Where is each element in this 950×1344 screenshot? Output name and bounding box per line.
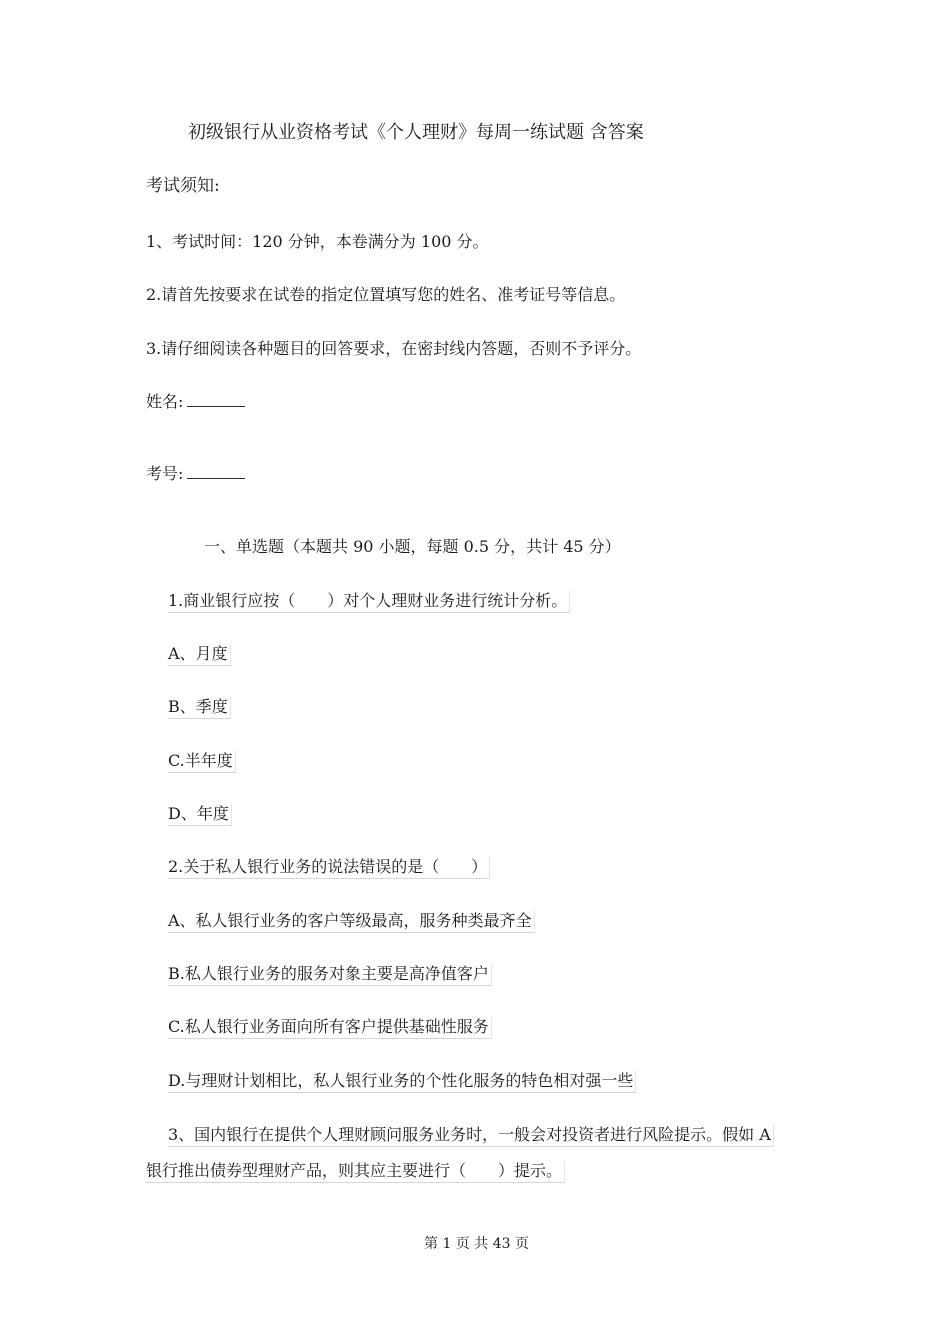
notice-item-answer-rules: 3.请仔细阅读各种题目的回答要求，在密封线内答题，否则不予评分。 bbox=[146, 339, 642, 358]
question-1-option-b[interactable]: B、季度 bbox=[168, 697, 231, 719]
page-footer: 第 1 页 共 43 页 bbox=[424, 1236, 529, 1252]
question-1-option-a[interactable]: A、月度 bbox=[168, 644, 231, 666]
notice-heading: 考试须知: bbox=[146, 176, 220, 196]
name-label: 姓名: bbox=[146, 392, 184, 411]
question-2-option-b[interactable]: B.私人银行业务的服务对象主要是高净值客户 bbox=[168, 964, 492, 986]
section-heading: 一、单选题（本题共 90 小题，每题 0.5 分，共计 45 分） bbox=[204, 537, 621, 556]
question-3-stem-line-1: 3、国内银行在提供个人理财顾问服务业务时，一般会对投资者进行风险提示。假如 A bbox=[168, 1125, 774, 1147]
exam-number-blank[interactable] bbox=[187, 464, 245, 479]
notice-item-fill-info: 2.请首先按要求在试卷的指定位置填写您的姓名、准考证号等信息。 bbox=[146, 285, 626, 304]
question-2-stem: 2.关于私人银行业务的说法错误的是（ ） bbox=[168, 857, 490, 879]
question-1-option-c[interactable]: C.半年度 bbox=[168, 751, 236, 773]
exam-number-field bbox=[146, 464, 245, 484]
exam-number-label: 考号: bbox=[146, 464, 184, 483]
question-2-option-a[interactable]: A、私人银行业务的客户等级最高，服务种类最齐全 bbox=[168, 911, 535, 933]
name-blank[interactable] bbox=[187, 392, 245, 407]
notice-item-time: 1、考试时间：120 分钟，本卷满分为 100 分。 bbox=[146, 232, 489, 251]
question-2-option-c[interactable]: C.私人银行业务面向所有客户提供基础性服务 bbox=[168, 1017, 492, 1039]
question-1-option-d[interactable]: D、年度 bbox=[168, 804, 232, 826]
question-2-option-d[interactable]: D.与理财计划相比，私人银行业务的个性化服务的特色相对强一些 bbox=[168, 1071, 636, 1093]
question-1-stem: 1.商业银行应按（ ）对个人理财业务进行统计分析。 bbox=[168, 591, 570, 613]
name-field bbox=[146, 392, 245, 412]
question-3-stem-line-2: 银行推出债券型理财产品，则其应主要进行（ ）提示。 bbox=[146, 1161, 565, 1183]
document-title: 初级银行从业资格考试《个人理财》每周一练试题 含答案 bbox=[188, 122, 644, 143]
